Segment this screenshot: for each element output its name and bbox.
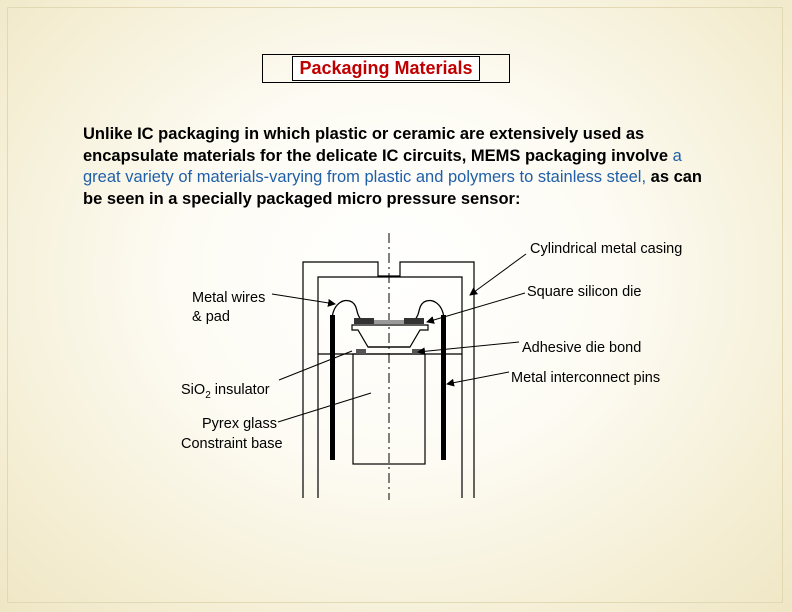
intro-text-2: as can be seen in a specially packaged micro pressure sensor: (83, 168, 703, 208)
arrow-cylindrical-casing (470, 254, 526, 295)
label-adhesive: Adhesive die bond (522, 340, 642, 356)
label-interconnect-pins: Metal interconnect pins (511, 370, 661, 386)
slide-title: Packaging Materials (292, 56, 479, 81)
die-membrane (374, 320, 404, 324)
arrow-silicon-die (427, 293, 525, 322)
inner-metal-casing (318, 277, 462, 498)
arrow-pyrex (278, 393, 371, 422)
intro-text-1: Unlike IC packaging in which plastic or ceramic are extensively used as encapsulate materials for the delicate IC circuits, MEMS packaging involve (83, 125, 673, 165)
square-silicon-die (352, 325, 428, 347)
label-constraint-base: Constraint base (181, 436, 283, 452)
wire-bond-left (332, 301, 360, 318)
label-metal-wires-pad: & pad (192, 309, 230, 325)
label-square-die: Square silicon die (527, 284, 642, 300)
metal-pad-right (404, 318, 424, 324)
label-metal-wires: Metal wires (192, 290, 266, 306)
label-cylindrical-casing: Cylindrical metal casing (530, 241, 683, 257)
label-pyrex-glass: Pyrex glass (202, 416, 277, 432)
adhesive-left (356, 349, 366, 354)
arrow-pins (447, 372, 509, 384)
interconnect-pin-left (330, 315, 335, 460)
label-sio2-insulator: SiO$_2$ insulator (181, 382, 270, 401)
arrow-sio2 (279, 351, 352, 380)
intro-highlight: a great variety of materials-varying from plastic and polymers to stainless steel, (83, 146, 682, 186)
interconnect-pin-right (441, 315, 446, 460)
wire-bond-right (416, 301, 444, 318)
metal-pad-left (354, 318, 374, 324)
arrow-adhesive (418, 342, 519, 352)
